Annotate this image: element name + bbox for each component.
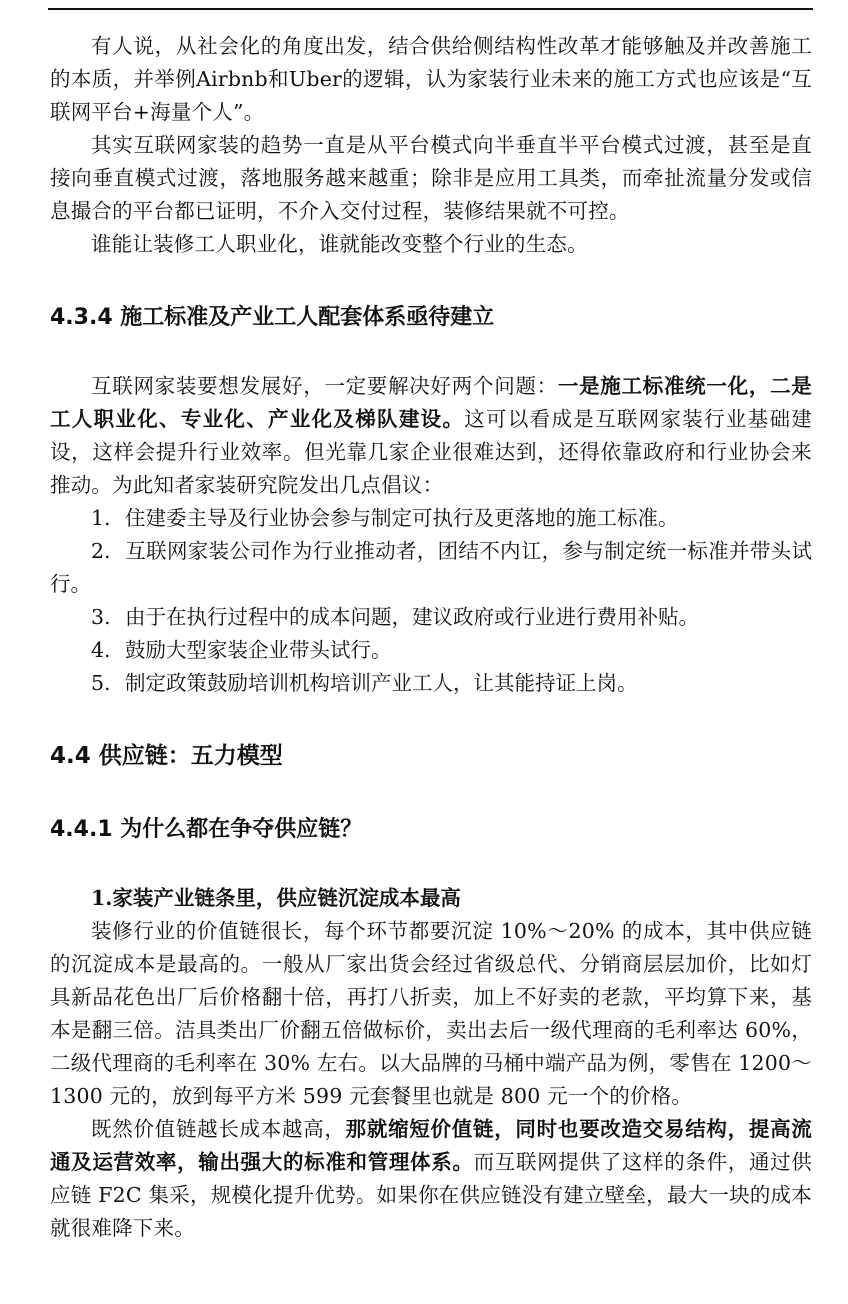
- list-text: 制定政策鼓励培训机构培训产业工人，让其能持证上岗。: [125, 671, 638, 695]
- list-text: 互联网家装公司作为行业推动者，团结不内讧，参与制定统一标准并带头试行。: [50, 539, 812, 596]
- section-heading: 4.3.4 施工标准及产业工人配套体系亟待建立: [50, 305, 495, 330]
- text-run: 而互联网提供了这样的条件，通过供应链 F2C 集采，规模化提升优势。如果你在供应链没有建立壁垒，最大一块的成本就很难降下来。: [50, 1150, 813, 1240]
- top-rule: [48, 8, 813, 10]
- paragraph: [50, 370, 812, 502]
- text-run: 这可以看成是互联网家装行业基础建设，这样会提升行业效率。但光靠几家企业很难达到，还得依靠政府和行业协会来推动。为此知者家装研究院发出几点倡议：: [50, 407, 812, 497]
- list-number: 1.: [91, 506, 111, 530]
- bold-text: 那就缩短价值链，同时也要改造交易结构，提高流通及运营效率，输出强大的标准和管理体系。: [50, 1117, 812, 1174]
- list-item: [50, 667, 812, 700]
- paragraph: 谁能让装修工人职业化，谁就能改变整个行业的生态。: [91, 232, 588, 256]
- list-item: [50, 502, 812, 535]
- list-number: 4.: [91, 638, 111, 662]
- paragraph: 其实互联网家装的趋势一直是从平台模式向半垂直半平台模式过渡，甚至是直接向垂直模式过渡，落地服务越来越重；除非是应用工具类，而牵扯流量分发或信息撮合的平台都已证明，不介入交付过程，装修结果就不可控。: [50, 133, 812, 223]
- document-page: [50, 30, 812, 1245]
- list-number: 2.: [91, 539, 111, 563]
- list-text: 由于在执行过程中的成本问题，建议政府或行业进行费用补贴。: [125, 605, 699, 629]
- list-item: [50, 634, 812, 667]
- list-item: [50, 601, 812, 634]
- bold-text: 一是施工标准统一化，二是工人职业化、专业化、产业化及梯队建设。: [50, 374, 812, 431]
- paragraph: 装修行业的价值链很长，每个环节都要沉淀 10%～20% 的成本，其中供应链的沉淀成本是最高的。一般从厂家出货会经过省级总代、分销商层层加价，比如灯具新品花色出厂后价格翻十倍，再打八折卖，加上不好卖的老款，平均算下来，基本是翻三倍。洁具类出厂价翻五倍做标价，卖出去后一级代理商的毛利率达 60%，二级代理商的毛利率在 30% 左右。以大品牌的马桶中端产品为例，零售在 1200～1300 元的，放到每平方米 599 元套餐里也就是 800 元一个的价格。: [50, 919, 812, 1108]
- section-heading: 4.4 供应链：五力模型: [50, 743, 283, 769]
- list-item: [50, 535, 812, 601]
- sub-heading: 1.家装产业链条里，供应链沉淀成本最高: [91, 886, 461, 910]
- text-run: 互联网家装要想发展好，一定要解决好两个问题：: [91, 374, 558, 398]
- section-heading: 4.4.1 为什么都在争夺供应链？: [50, 817, 363, 842]
- list-number: 5.: [91, 671, 111, 695]
- list-text: 住建委主导及行业协会参与制定可执行及更落地的施工标准。: [125, 506, 679, 530]
- paragraph: [50, 1113, 812, 1245]
- list-number: 3.: [91, 605, 111, 629]
- paragraph: 有人说，从社会化的角度出发，结合供给侧结构性改革才能够触及并改善施工的本质，并举例Airbnb和Uber的逻辑，认为家装行业未来的施工方式也应该是“互联网平台+海量个人”。: [50, 34, 812, 124]
- list-text: 鼓励大型家装企业带头试行。: [125, 638, 392, 662]
- text-run: 既然价值链越长成本越高，: [91, 1117, 346, 1141]
